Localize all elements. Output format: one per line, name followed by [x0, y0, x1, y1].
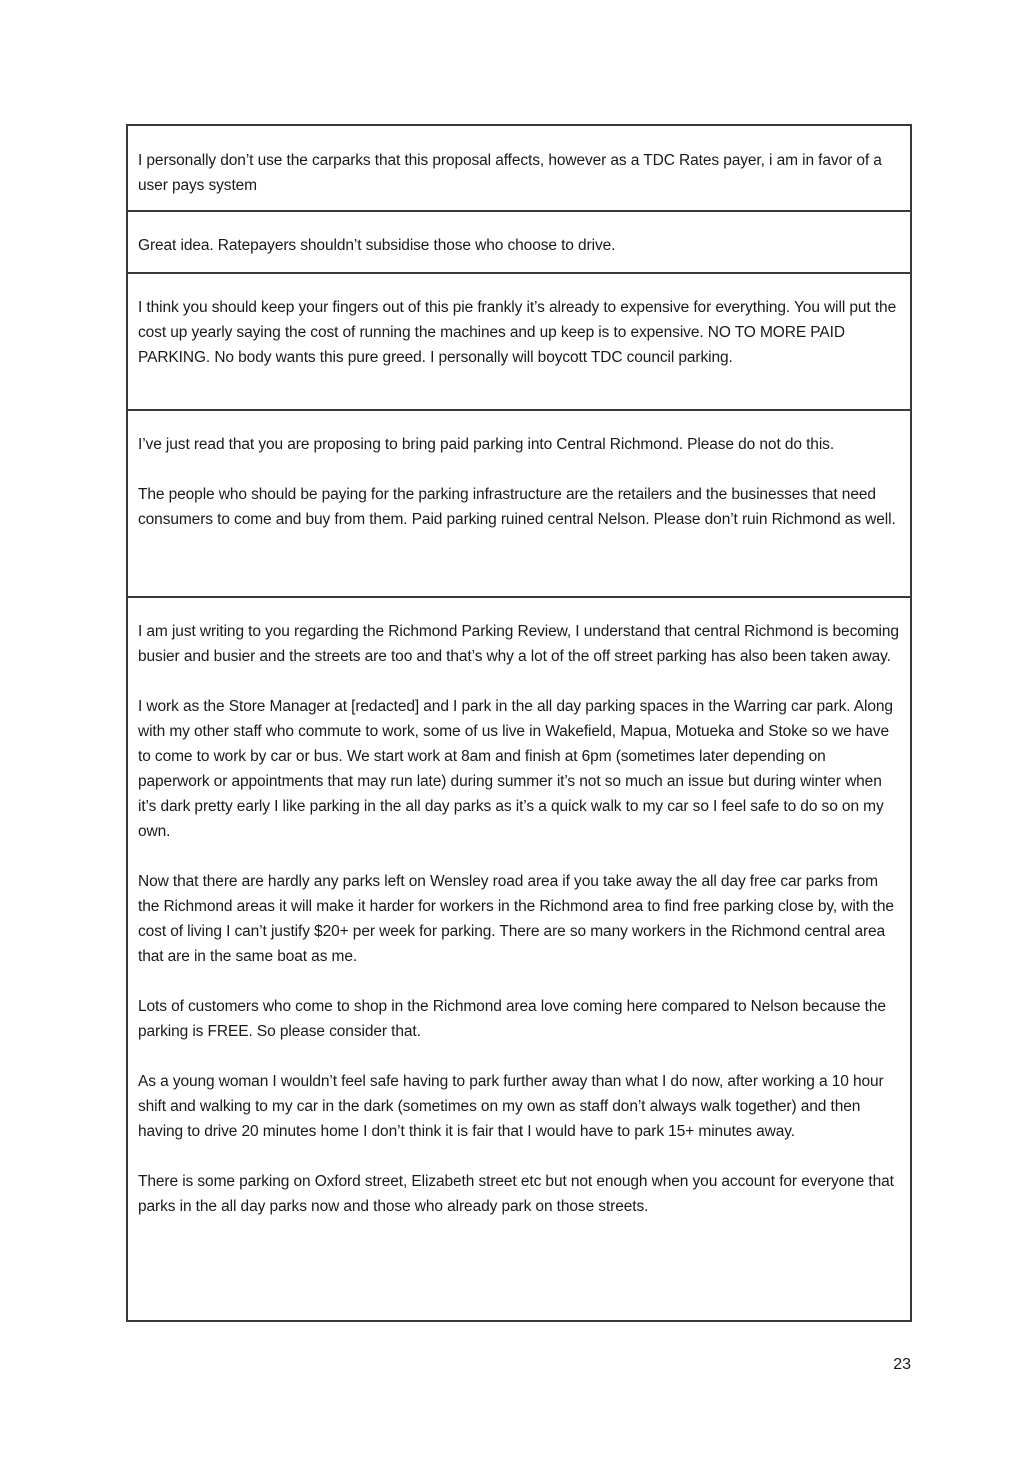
submission-cell — [127, 273, 911, 410]
submission-paragraph: There is some parking on Oxford street, Elizabeth street etc but not enough when you account for everyone that parks in the all day parks now and those who already park on those streets. — [138, 1173, 894, 1215]
submission-paragraph: As a young woman I wouldn’t feel safe having to park further away than what I do now, after working a 10 hour shift and walking to my car in the dark (sometimes on my own as staff don’t always walk together) and then having to drive 20 minutes home I don’t think it is fair that I would have to park 15+ minutes away. — [138, 1073, 884, 1140]
submission-cell — [127, 410, 911, 597]
submission-paragraph: The people who should be paying for the parking infrastructure are the retailers and the businesses that need consumers to come and buy from them. Paid parking ruined central Nelson. Please don’t ruin Richmond as well. — [138, 486, 896, 528]
submission-cell — [127, 597, 911, 1321]
submission-paragraph: Now that there are hardly any parks left on Wensley road area if you take away the all day free car parks from the Richmond areas it will make it harder for workers in the Richmond area to find free parking close by, with the cost of living I can’t justify $20+ per week for parking. There are so many workers in the Richmond central area that are in the same boat as me. — [138, 873, 894, 965]
submission-paragraph: Lots of customers who come to shop in the Richmond area love coming here compared to Nelson because the parking is FREE. So please consider that. — [138, 998, 886, 1040]
submission-paragraph: I’ve just read that you are proposing to bring paid parking into Central Richmond. Please do not do this. — [138, 436, 835, 453]
submission-paragraph: I work as the Store Manager at [redacted] and I park in the all day parking spaces in the Warring car park. Along with my other staff who commute to work, some of us live in Wakefield, Mapua, Motueka and Stoke so we have to come to work by car or bus. We start work at 8am and finish at 6pm (sometimes later depending on paperwork or appointments that may run late) during summer it’s not so much an issue but during winter when it’s dark pretty early I like parking in the all day parks as it’s a quick walk to my car so I feel safe to do so on my own. — [138, 698, 893, 840]
table-row — [127, 211, 911, 273]
submission-paragraph: I am just writing to you regarding the Richmond Parking Review, I understand that central Richmond is becoming busier and busier and the streets are too and that’s why a lot of the off street parking has also been taken away. — [138, 623, 899, 665]
submission-cell — [127, 211, 911, 273]
submissions-table — [126, 124, 912, 1322]
table-row — [127, 410, 911, 597]
submission-paragraph: I personally don’t use the carparks that this proposal affects, however as a TDC Rates payer, i am in favor of a user pays system — [138, 152, 882, 194]
submission-cell — [127, 125, 911, 211]
table-row — [127, 125, 911, 211]
table-row — [127, 597, 911, 1321]
page-number: 23 — [893, 1356, 911, 1373]
submission-paragraph: Great idea. Ratepayers shouldn’t subsidise those who choose to drive. — [138, 237, 616, 254]
submission-paragraph: I think you should keep your fingers out of this pie frankly it’s already to expensive for everything. You will put the cost up yearly saying the cost of running the machines and up keep is to expensive. NO TO MORE PAID PARKING. No body wants this pure greed. I personally will boycott TDC council parking. — [138, 299, 897, 366]
table-row — [127, 273, 911, 410]
